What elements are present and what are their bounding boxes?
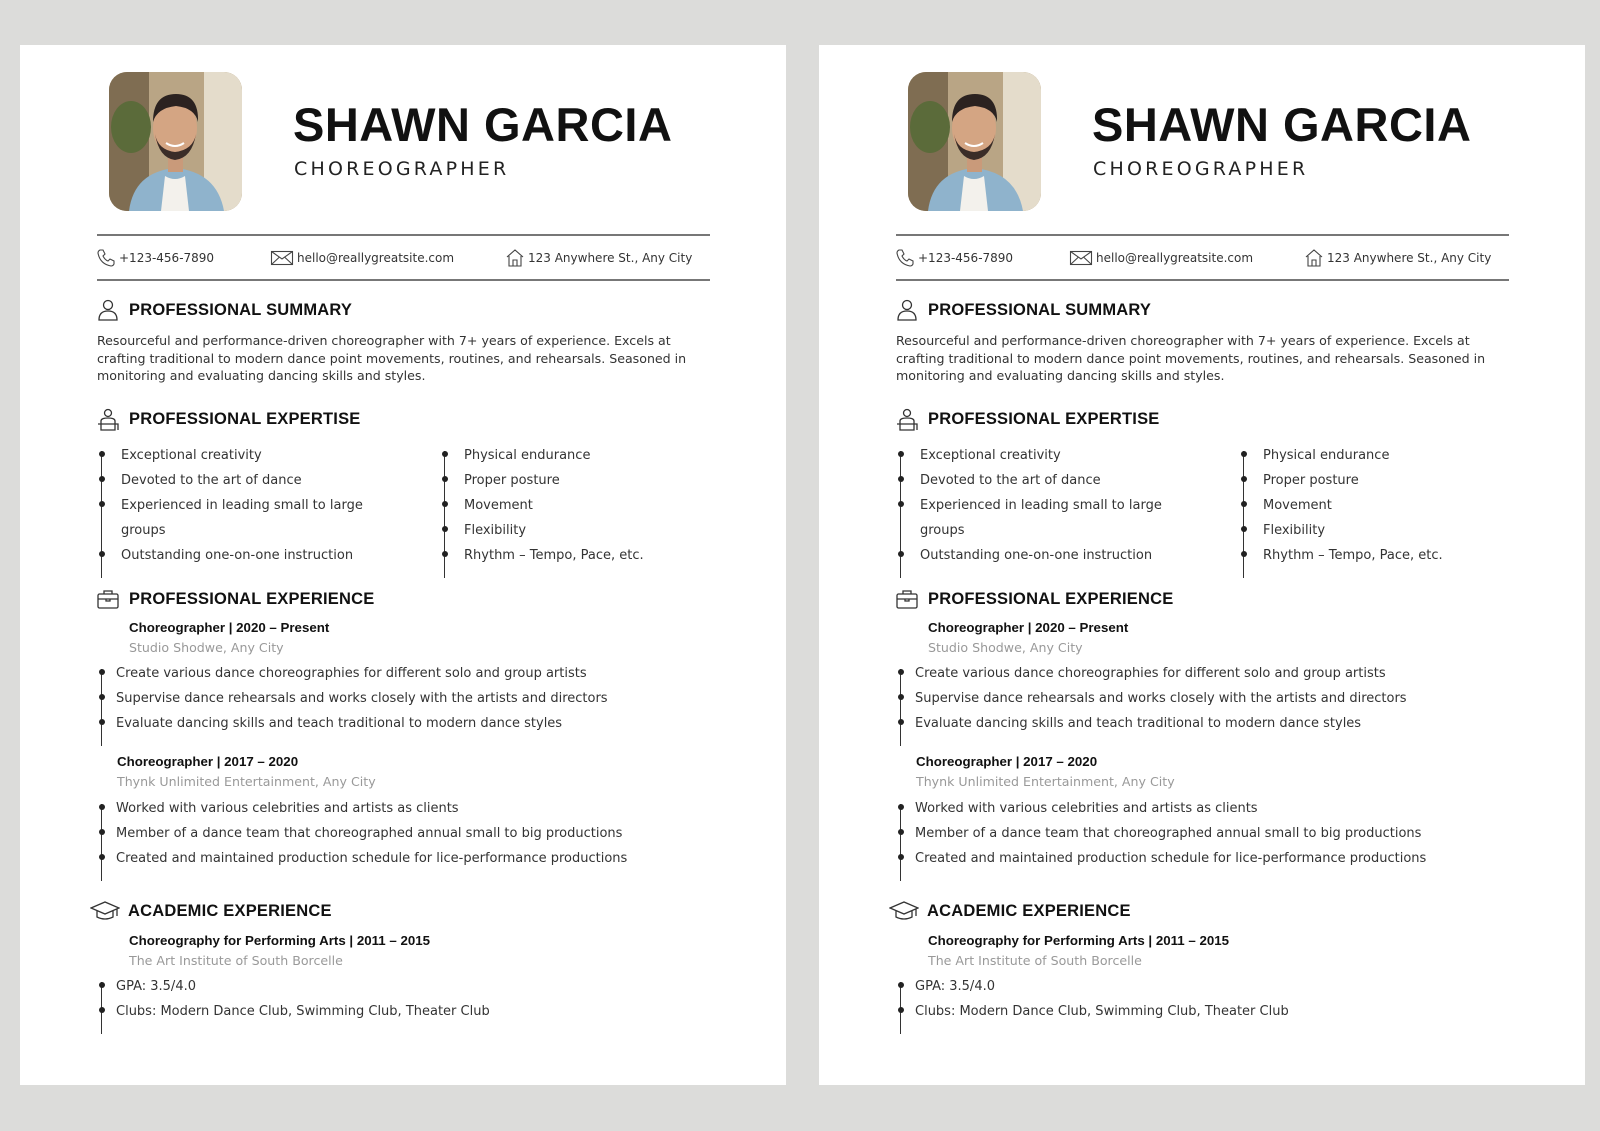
contact-email (270, 248, 454, 268)
academic-bullets (99, 978, 490, 1028)
expertise-heading (96, 407, 360, 431)
expertise-list-2 (442, 447, 644, 572)
list-item: GPA: 3.5/4.0 (99, 978, 490, 1003)
expertise-heading (895, 407, 1159, 431)
list-item: Outstanding one-on-one instruction (898, 547, 1162, 572)
briefcase-icon (96, 587, 120, 611)
experience-heading-text: PROFESSIONAL EXPERIENCE (129, 589, 375, 608)
resume-page-1 (20, 45, 786, 1085)
profile-photo (109, 72, 242, 211)
phone-text: +123-456-7890 (918, 251, 1014, 265)
job-2-org: Thynk Unlimited Entertainment, Any City (117, 774, 376, 789)
graduation-cap-icon (889, 899, 919, 923)
list-item: Devoted to the art of dance (99, 472, 363, 497)
phone-icon (96, 248, 116, 268)
list-item: Flexibility (1241, 522, 1443, 547)
list-item: Outstanding one-on-one instruction (99, 547, 363, 572)
list-item: groups (920, 523, 965, 538)
academic-bullets (898, 978, 1289, 1028)
summary-text: Resourceful and performance-driven choreographer with 7+ years of experience. Excels at crafting traditional to modern dance point movements, routines, and rehearsals. Seasoned in monitoring and evaluating dancing skills and styles. (896, 333, 1486, 383)
list-item: Worked with various celebrities and artists as clients (898, 800, 1426, 825)
list-item: Physical endurance (1241, 447, 1443, 472)
divider-bottom (97, 279, 710, 281)
list-item: Exceptional creativity (99, 447, 363, 472)
envelope-icon (1069, 248, 1093, 268)
list-item: Created and maintained production schedule for lice-performance productions (898, 850, 1426, 875)
candidate-title: CHOREOGRAPHER (1093, 158, 1309, 180)
phone-icon (895, 248, 915, 268)
list-item: Proper posture (442, 472, 644, 497)
list-item: groups (121, 523, 166, 538)
briefcase-icon (895, 587, 919, 611)
phone-text: +123-456-7890 (119, 251, 215, 265)
address-text: 123 Anywhere St., Any City (1327, 251, 1492, 265)
job-1-title: Choreographer | 2020 – Present (928, 620, 1129, 635)
email-text: hello@reallygreatsite.com (1096, 251, 1254, 265)
list-item: Devoted to the art of dance (898, 472, 1162, 497)
person-icon (96, 298, 120, 322)
divider-top (97, 234, 710, 236)
academic-title: Choreography for Performing Arts | 2011 – 2015 (129, 933, 431, 948)
contact-email (1069, 248, 1253, 268)
resume-page-2 (819, 45, 1585, 1085)
candidate-name: SHAWN GARCIA (293, 98, 673, 151)
list-item: Worked with various celebrities and artists as clients (99, 800, 627, 825)
list-item: Supervise dance rehearsals and works closely with the artists and directors (99, 690, 608, 715)
summary-heading (895, 298, 1151, 322)
summary-heading-text: PROFESSIONAL SUMMARY (129, 300, 353, 319)
contact-phone (895, 248, 1013, 268)
contact-phone (96, 248, 214, 268)
list-item: Experienced in leading small to large (898, 497, 1162, 522)
academic-heading (889, 899, 1131, 923)
list-item: Supervise dance rehearsals and works closely with the artists and directors (898, 690, 1407, 715)
academic-org: The Art Institute of South Borcelle (129, 953, 343, 968)
divider-bottom (896, 279, 1509, 281)
summary-text: Resourceful and performance-driven choreographer with 7+ years of experience. Excels at crafting traditional to modern dance point movements, routines, and rehearsals. Seasoned in monitoring and evaluating dancing skills and styles. (97, 333, 687, 383)
contact-address (1304, 248, 1491, 268)
profile-photo (908, 72, 1041, 211)
job-1-org: Studio Shodwe, Any City (928, 640, 1083, 655)
list-item: Member of a dance team that choreographed annual small to big productions (99, 825, 627, 850)
portrait-illustration (908, 72, 1041, 211)
list-item: Create various dance choreographies for different solo and group artists (99, 665, 608, 690)
list-item: Clubs: Modern Dance Club, Swimming Club, Theater Club (99, 1003, 490, 1028)
list-item: Clubs: Modern Dance Club, Swimming Club, Theater Club (898, 1003, 1289, 1028)
divider-top (896, 234, 1509, 236)
list-item: Rhythm – Tempo, Pace, etc. (1241, 547, 1443, 572)
expertise-list-2 (1241, 447, 1443, 572)
list-item: Movement (1241, 497, 1443, 522)
person-icon (895, 298, 919, 322)
list-item: Movement (442, 497, 644, 522)
experience-heading (895, 587, 1173, 611)
home-icon (505, 248, 525, 268)
list-item: Exceptional creativity (898, 447, 1162, 472)
expertise-heading-text: PROFESSIONAL EXPERTISE (928, 409, 1160, 428)
job-2-bullets (99, 800, 627, 875)
list-item: Create various dance choreographies for different solo and group artists (898, 665, 1407, 690)
list-item: Evaluate dancing skills and teach traditional to modern dance styles (898, 715, 1407, 740)
job-1-bullets (99, 665, 608, 740)
list-item: Physical endurance (442, 447, 644, 472)
contact-address (505, 248, 692, 268)
list-item: Rhythm – Tempo, Pace, etc. (442, 547, 644, 572)
academic-org: The Art Institute of South Borcelle (928, 953, 1142, 968)
list-item: GPA: 3.5/4.0 (898, 978, 1289, 1003)
presenter-icon (895, 407, 919, 431)
list-item: Evaluate dancing skills and teach traditional to modern dance styles (99, 715, 608, 740)
job-1-bullets (898, 665, 1407, 740)
candidate-title: CHOREOGRAPHER (294, 158, 510, 180)
presenter-icon (96, 407, 120, 431)
home-icon (1304, 248, 1324, 268)
summary-heading-text: PROFESSIONAL SUMMARY (928, 300, 1152, 319)
expertise-list-1 (99, 447, 363, 572)
experience-heading-text: PROFESSIONAL EXPERIENCE (928, 589, 1174, 608)
expertise-list-1 (898, 447, 1162, 572)
job-1-title: Choreographer | 2020 – Present (129, 620, 330, 635)
list-item: Experienced in leading small to large (99, 497, 363, 522)
job-2-org: Thynk Unlimited Entertainment, Any City (916, 774, 1175, 789)
academic-title: Choreography for Performing Arts | 2011 – 2015 (928, 933, 1230, 948)
portrait-illustration (109, 72, 242, 211)
graduation-cap-icon (90, 899, 120, 923)
list-item: Created and maintained production schedule for lice-performance productions (99, 850, 627, 875)
email-text: hello@reallygreatsite.com (297, 251, 455, 265)
experience-heading (96, 587, 374, 611)
list-item: Proper posture (1241, 472, 1443, 497)
list-item: Member of a dance team that choreographed annual small to big productions (898, 825, 1426, 850)
address-text: 123 Anywhere St., Any City (528, 251, 693, 265)
job-2-bullets (898, 800, 1426, 875)
candidate-name: SHAWN GARCIA (1092, 98, 1472, 151)
job-2-title: Choreographer | 2017 – 2020 (916, 754, 1098, 769)
job-1-org: Studio Shodwe, Any City (129, 640, 284, 655)
list-item: Flexibility (442, 522, 644, 547)
academic-heading-text: ACADEMIC EXPERIENCE (128, 901, 332, 920)
expertise-heading-text: PROFESSIONAL EXPERTISE (129, 409, 361, 428)
job-2-title: Choreographer | 2017 – 2020 (117, 754, 299, 769)
academic-heading (90, 899, 332, 923)
academic-heading-text: ACADEMIC EXPERIENCE (927, 901, 1131, 920)
envelope-icon (270, 248, 294, 268)
summary-heading (96, 298, 352, 322)
